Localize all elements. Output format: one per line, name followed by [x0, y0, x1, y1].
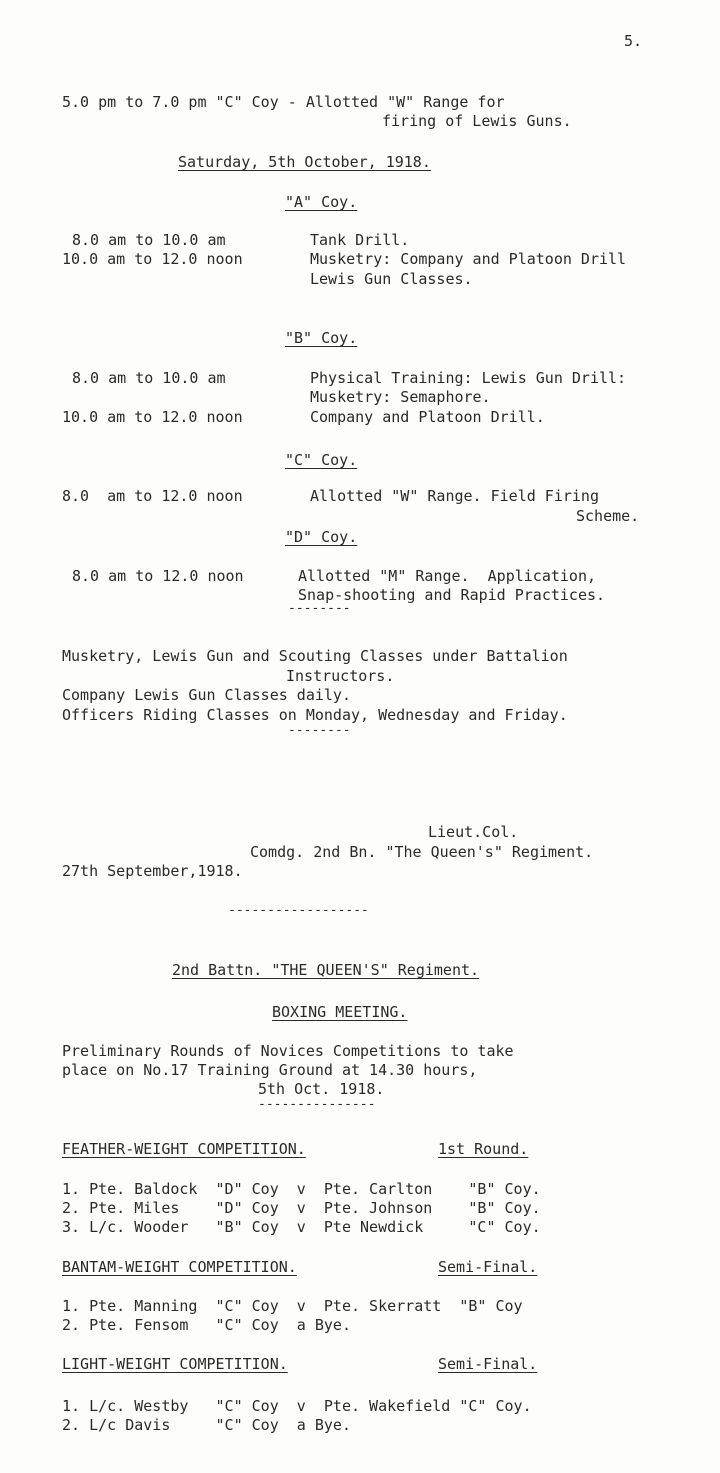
a-coy-title: "A" Coy. — [285, 193, 358, 211]
bantam-round: Semi-Final. — [438, 1258, 538, 1276]
signature-unit: Comdg. 2nd Bn. "The Queen's" Regiment. — [250, 843, 594, 861]
b-coy-time-1: 8.0 am to 10.0 am — [72, 369, 226, 387]
bout-row: 1. Pte. Baldock "D" Coy v Pte. Carlton "B" Coy. — [62, 1180, 541, 1198]
a-coy-time-2: 10.0 am to 12.0 noon — [62, 250, 243, 268]
bout-row: 1. L/c. Westby "C" Coy v Pte. Wakefield "C" Coy. — [62, 1397, 532, 1415]
a-coy-time-1: 8.0 am to 10.0 am — [72, 231, 226, 249]
bout-row: 2. Pte. Miles "D" Coy v Pte. Johnson "B" Coy. — [62, 1199, 541, 1217]
light-round: Semi-Final. — [438, 1355, 538, 1373]
c-coy-activity-1: Allotted "W" Range. Field Firing — [310, 487, 599, 505]
separator: -------- — [288, 723, 351, 738]
feather-round: 1st Round. — [438, 1140, 529, 1158]
feather-competition: FEATHER-WEIGHT COMPETITION. — [62, 1140, 306, 1158]
intro-line-cont: firing of Lewis Guns. — [382, 112, 572, 130]
light-competition: LIGHT-WEIGHT COMPETITION. — [62, 1355, 288, 1373]
bout-row: 2. Pte. Fensom "C" Coy a Bye. — [62, 1316, 351, 1334]
intro-line: 5.0 pm to 7.0 pm "C" Coy - Allotted "W" Range for — [62, 93, 505, 111]
a-coy-activity-2: Musketry: Company and Platoon Drill — [310, 250, 627, 268]
saturday-heading: Saturday, 5th October, 1918. — [178, 153, 431, 171]
a-coy-activity-1: Tank Drill. — [310, 231, 410, 249]
a-coy-activity-2-cont: Lewis Gun Classes. — [310, 270, 473, 288]
b-coy-time-2: 10.0 am to 12.0 noon — [62, 408, 243, 426]
boxing-intro-1: Preliminary Rounds of Novices Competitions to take — [62, 1042, 514, 1060]
boxing-intro-2: place on No.17 Training Ground at 14.30 hours, — [62, 1061, 478, 1079]
d-coy-time-1: 8.0 am to 12.0 noon — [72, 567, 244, 585]
b-coy-activity-2: Company and Platoon Drill. — [310, 408, 545, 426]
separator: -------- — [288, 601, 351, 616]
c-coy-title: "C" Coy. — [285, 451, 358, 469]
note-line-4: Officers Riding Classes on Monday, Wednesday and Friday. — [62, 706, 568, 724]
signature-rank: Lieut.Col. — [428, 823, 519, 841]
d-coy-title: "D" Coy. — [285, 528, 358, 546]
c-coy-time-1: 8.0 am to 12.0 noon — [62, 487, 243, 505]
page-number: 5. — [624, 32, 643, 50]
c-coy-activity-1-cont: Scheme. — [576, 507, 640, 525]
battalion-heading: 2nd Battn. "THE QUEEN'S" Regiment. — [172, 961, 480, 979]
note-line-1: Musketry, Lewis Gun and Scouting Classes under Battalion — [62, 647, 568, 665]
bantam-competition: BANTAM-WEIGHT COMPETITION. — [62, 1258, 297, 1276]
signature-date: 27th September,1918. — [62, 862, 243, 880]
boxing-intro-3: 5th Oct. 1918. — [258, 1080, 385, 1098]
bout-row: 3. L/c. Wooder "B" Coy v Pte Newdick "C" Coy. — [62, 1218, 541, 1236]
bout-row: 1. Pte. Manning "C" Coy v Pte. Skerratt "B" Coy — [62, 1297, 523, 1315]
note-line-2: Instructors. — [286, 667, 395, 685]
d-coy-activity-1-cont: Snap-shooting and Rapid Practices. — [298, 586, 606, 604]
b-coy-activity-1-cont: Musketry: Semaphore. — [310, 388, 491, 406]
note-line-3: Company Lewis Gun Classes daily. — [62, 686, 351, 704]
b-coy-activity-1: Physical Training: Lewis Gun Drill: — [310, 369, 627, 387]
boxing-title: BOXING MEETING. — [272, 1003, 408, 1021]
separator: --------------- — [258, 1097, 376, 1112]
d-coy-activity-1: Allotted "M" Range. Application, — [298, 567, 597, 585]
separator: ------------------ — [228, 903, 369, 918]
b-coy-title: "B" Coy. — [285, 329, 358, 347]
bout-row: 2. L/c Davis "C" Coy a Bye. — [62, 1416, 351, 1434]
